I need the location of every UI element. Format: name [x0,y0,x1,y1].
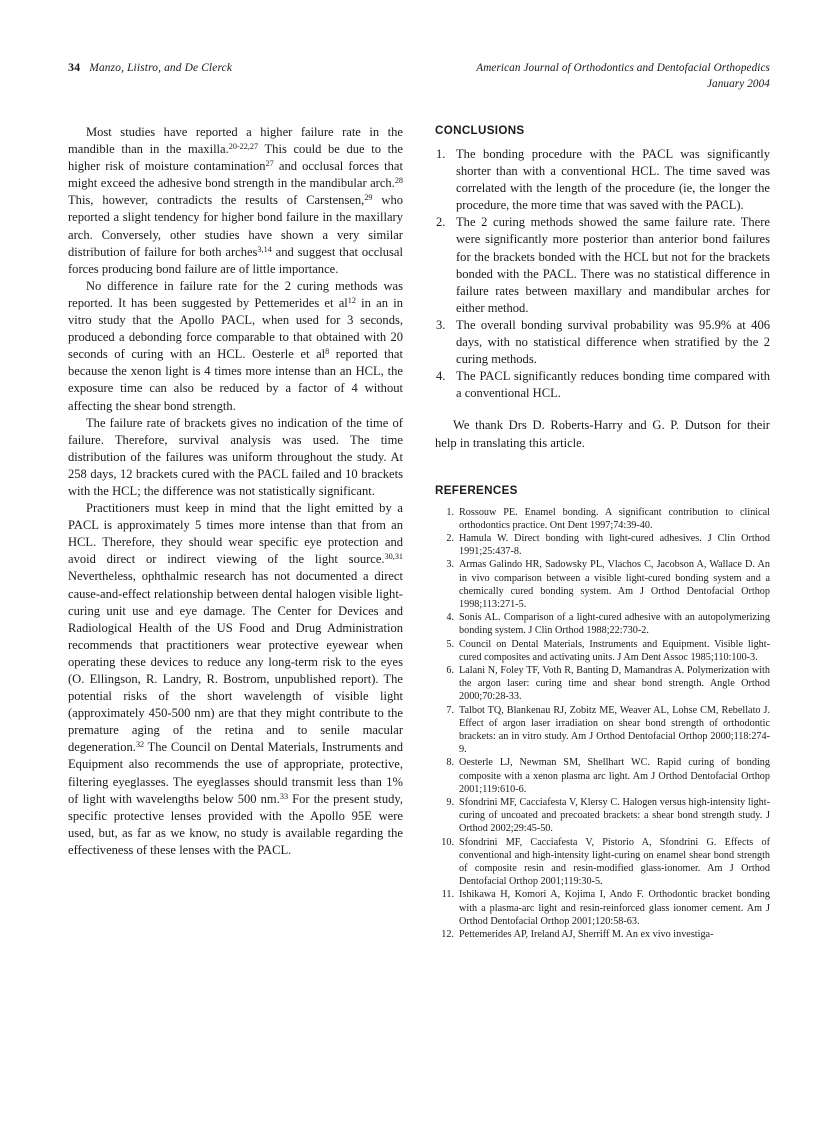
reference-item: Oesterle LJ, Newman SM, Shellhart WC. Rapid curing of bonding composite with a xenon plasma arc light. Am J Orthod Dentofacial Orthop 2001;119:610-6. [459,757,770,795]
references-list [435,506,770,942]
reference-item: Council on Dental Materials, Instruments and Equipment. Visible light-cured composites and activating units. J Am Dent Assoc 1985;110:100-3. [459,638,770,663]
citation-superscript: 3,14 [257,244,272,254]
body-paragraph: Practitioners must keep in mind that the light emitted by a PACL is approximately 5 times more intense than that from an HCL. Therefore, they should wear specific eye protection and avoid direct or indirect viewing of the light source.$^{30,31}$ Nevertheless, ophthalmic research has not documented a direct cause-and-effect relationship between dental halogen visible light-curing unit use and eye damage. The Center for Devices and Radiological Health of the US Food and Drug Administration recommends that practitioners wear protective eyewear when operating these devices to reduce any long-term risk to the eyes (O. Ellingson, R. Landry, R. Bostrom, unpublished report). The potential risks of the short wavelength of visible light (approximately 450-500 nm) are that they might contribute to the premature aging of the retina and to senile macular degeneration.$^{32}$ The Council on Dental Materials, Instruments and Equipment also recommends the use of appropriate, protective, filtering eyeglasses. The eyeglasses should transmit less than 1% of light with wavelengths below 500 nm.$^{33}$ For the present study, specific protective lenses provided with the Apollo 95E were used, but, as far as we know, no study is available regarding the effectiveness of these lenses with the PACL. [68,501,403,857]
issue-date: January 2004 [706,78,770,91]
journal-title: American Journal of Orthodontics and Dentofacial Orthopedics [476,62,770,74]
reference-item: Rossouw PE. Enamel bonding. A significant contribution to clinical orthodontics practice. Ont Dent 1997;74:39-40. [459,506,770,531]
reference-item: Lalani N, Foley TF, Voth R, Banting D, Mamandras A. Polymerization with the argon laser: curing time and shear bond strength. Angle Orthod 2000;70:28-33. [459,665,770,703]
conclusion-item: The bonding procedure with the PACL was significantly shorter than with a conventional HCL. The time saved was correlated with the length of the procedure (ie, the longer the procedure, the more time that was saved with the PACL). [456,147,770,213]
conclusion-item: The PACL significantly reduces bonding time compared with a conventional HCL. [456,369,770,401]
running-head-right [476,60,770,92]
reference-item: Sonis AL. Comparison of a light-cured adhesive with an autopolymerizing bonding system. J Clin Orthod 1988;22:730-2. [459,612,770,637]
conclusion-item: The overall bonding survival probability was 95.9% at 406 days, with no statistical difference when stratified by the 2 curing methods. [456,317,770,367]
citation-superscript: 29 [364,193,373,203]
left-column [68,124,403,859]
running-head [68,60,770,102]
citation-superscript: 28 [394,176,403,186]
references-block [435,484,770,942]
citation-superscript: 8 [325,347,330,357]
running-head-left [68,60,232,75]
conclusions-heading: CONCLUSIONS [435,124,525,137]
page-number: 34 [68,60,81,74]
citation-superscript: 12 [347,295,356,305]
conclusion-item: The 2 curing methods showed the same failure rate. There were significantly more posterior than anterior bond failures for the brackets bonded with the HCL but not for the brackets bonded with the PACL. There was no statistical difference in failure rates between maxillary and mandibular arches for either method. [456,215,770,315]
page-columns [68,124,770,941]
body-paragraph: The failure rate of brackets gives no indication of the time of failure. Therefore, survival analysis was used. The time distribution of the failures was uniform throughout the study. At 258 days, 12 brackets cured with the PACL failed and 10 brackets with the HCL; the difference was not statistically significant. [68,415,403,498]
body-paragraph: Most studies have reported a higher failure rate in the mandible than in the maxilla.$^{20-22,27}$ This could be due to the higher risk of moisture contamination$^{27}$ and occlusal forces that might exceed the adhesive bond strength in the mandibular arch.$^{28}$ This, however, contradicts the results of Carstensen,$^{29}$ who reported a slight tendency for higher bond failure in the maxillary arch. Conversely, other studies have shown a very similar distribution of failure for both arches$^{3,14}$ and suggest that occlusal forces producing bond failure are of little importance. [68,125,403,276]
citation-superscript: 20-22,27 [228,141,259,151]
reference-item: Sfondrini MF, Cacciafesta V, Klersy C. Halogen versus high-intensity light-curing of uncoated and precoated brackets: a shear bond strength study. J Orthod 2002;29:45-50. [459,797,770,835]
right-column [435,124,770,941]
running-head-authors: Manzo, Liistro, and De Clerck [89,62,233,74]
references-heading: REFERENCES [435,483,518,497]
left-column-body [68,124,403,859]
citation-superscript: 27 [265,159,274,168]
conclusions-list [435,146,770,402]
body-paragraph: No difference in failure rate for the 2 curing methods was reported. It has been suggested by Pettemerides et $al^{12}$ in an in vitro study that the Apollo PACL, when used for 3 seconds, produced a debonding force comparable to that obtained with 20 seconds of curing with an HCL. Oesterle et $al^8$ reported that because the xenon light is 4 times more intense than an HCL, the exposure time can also be reduced by a factor of 4 without affecting the shear bond strength. [68,278,403,413]
reference-item: Sfondrini MF, Cacciafesta V, Pistorio A, Sfondrini G. Effects of conventional and high-intensity light-curing on enamel shear bond strength of composite resin and resin-modified glass-ionomer. Am J Orthod Dentofacial Orthop 2001;119:30-5. [459,836,770,888]
reference-item: Armas Galindo HR, Sadowsky PL, Vlachos C, Jacobson A, Wallace D. An in vivo comparison between a visible light-cured bonding system and a chemically cured bonding system. Am J Orthod Dentofacial Orthop 1998;113:271-5. [459,559,770,611]
reference-item: Ishikawa H, Komori A, Kojima I, Ando F. Orthodontic bracket bonding with a plasma-arc light and resin-reinforced glass ionomer cement. Am J Orthod Dentofacial Orthop 2001;120:58-63. [459,889,770,927]
acknowledgment-block [435,417,770,451]
reference-item: Hamula W. Direct bonding with light-cured adhesives. J Clin Orthod 1991;25:437-8. [459,533,770,558]
citation-superscript: 33 [279,791,289,801]
reference-item: Talbot TQ, Blankenau RJ, Zobitz ME, Weaver AL, Lohse CM, Rebellato J. Effect of argon laser irradiation on shear bond strength of orthodontic brackets: an in vitro study. Am J Orthod Dentofacial Orthop 2000;118:274-9. [459,704,770,756]
citation-superscript: 32 [135,740,145,750]
reference-item: Pettemerides AP, Ireland AJ, Sherriff M. An ex vivo investiga- [459,929,714,941]
citation-superscript: 30,31 [384,552,403,562]
acknowledgment-text: We thank Drs D. Roberts-Harry and G. P. Dutson for their help in translating this article. [435,418,770,450]
